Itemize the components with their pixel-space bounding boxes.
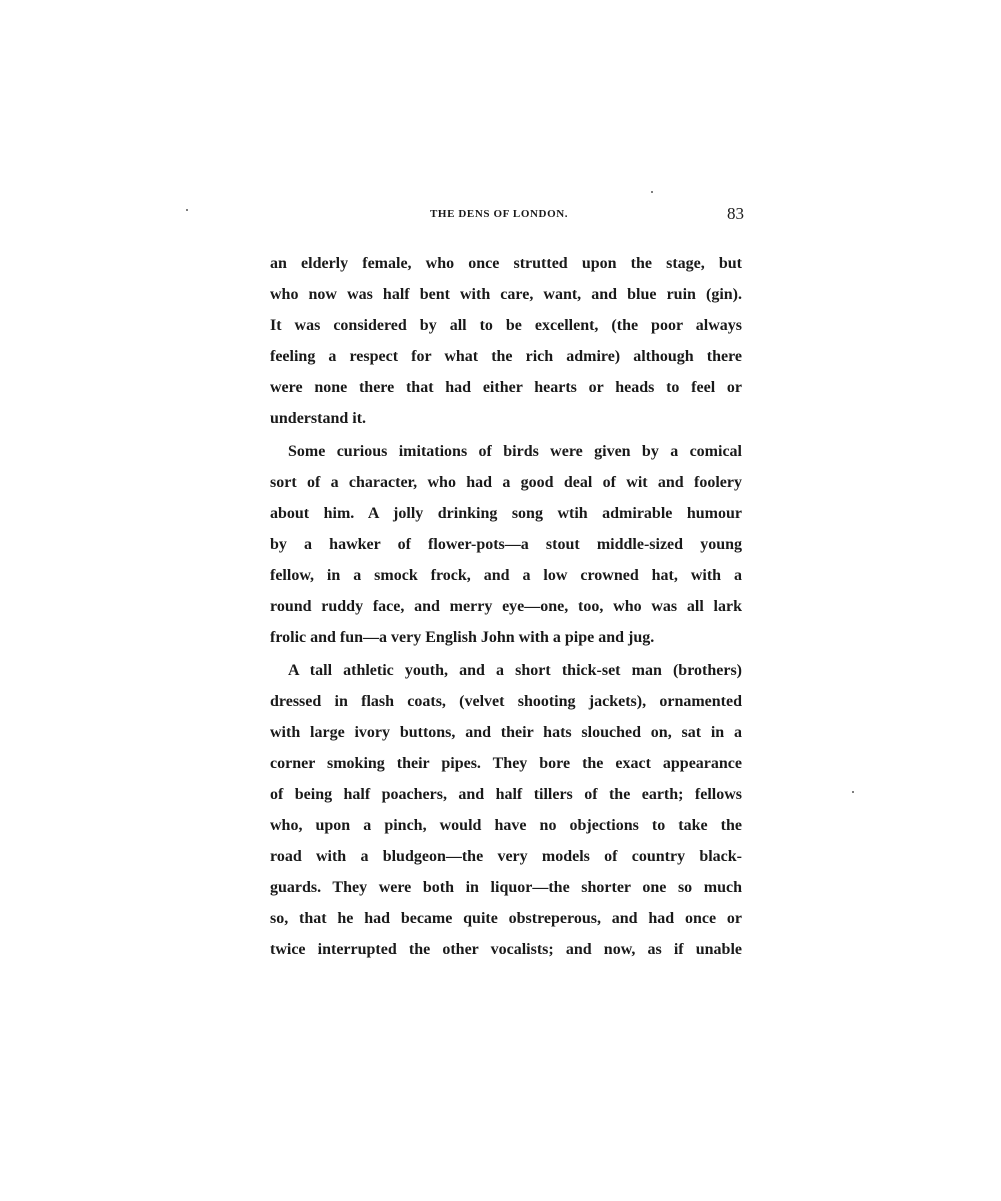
paragraph-1 [270,248,742,434]
text-line: Some curious imitations of birds were given by a comical [288,443,742,460]
paragraph-3 [270,655,742,965]
text-line: round ruddy face, and merry eye—one, too, who was all lark [270,598,742,615]
scan-speck [852,791,854,793]
text-line: by a hawker of flower-pots—a stout middle-sized young [270,536,742,553]
paragraph-2 [270,436,742,653]
text-line: twice interrupted the other vocalists; and now, as if unable [270,941,742,958]
scan-speck [651,191,653,193]
text-line: were none there that had either hearts or heads to feel or [270,379,742,396]
text-line: A tall athletic youth, and a short thick-set man (brothers) [288,662,742,679]
text-line: understand it. [270,410,367,427]
text-line: feeling a respect for what the rich admire) although there [270,348,742,365]
text-line: dressed in flash coats, (velvet shooting jackets), ornamented [270,693,742,710]
text-line: who, upon a pinch, would have no objections to take the [270,817,742,834]
running-head [270,204,744,226]
text-line: corner smoking their pipes. They bore the exact appearance [270,755,742,772]
text-line: with large ivory buttons, and their hats slouched on, sat in a [270,724,742,741]
text-line: road with a bludgeon—the very models of country black- [270,848,742,865]
text-line: It was considered by all to be excellent, (the poor always [270,317,742,334]
running-title: THE DENS OF LONDON. [430,208,569,220]
text-line: sort of a character, who had a good deal of wit and foolery [270,474,742,491]
text-line: guards. They were both in liquor—the shorter one so much [270,879,742,896]
text-line: so, that he had became quite obstreperous, and had once or [270,910,742,927]
scan-speck [186,209,188,211]
text-line: frolic and fun—a very English John with a pipe and jug. [270,629,655,646]
text-line: about him. A jolly drinking song wtih admirable humour [270,505,742,522]
text-line: an elderly female, who once strutted upon the stage, but [270,255,742,272]
text-line: of being half poachers, and half tillers of the earth; fellows [270,786,742,803]
text-line: fellow, in a smock frock, and a low crowned hat, with a [270,567,742,584]
page-number: 83 [727,204,744,223]
body-text [270,248,742,967]
text-line: who now was half bent with care, want, and blue ruin (gin). [270,286,742,303]
